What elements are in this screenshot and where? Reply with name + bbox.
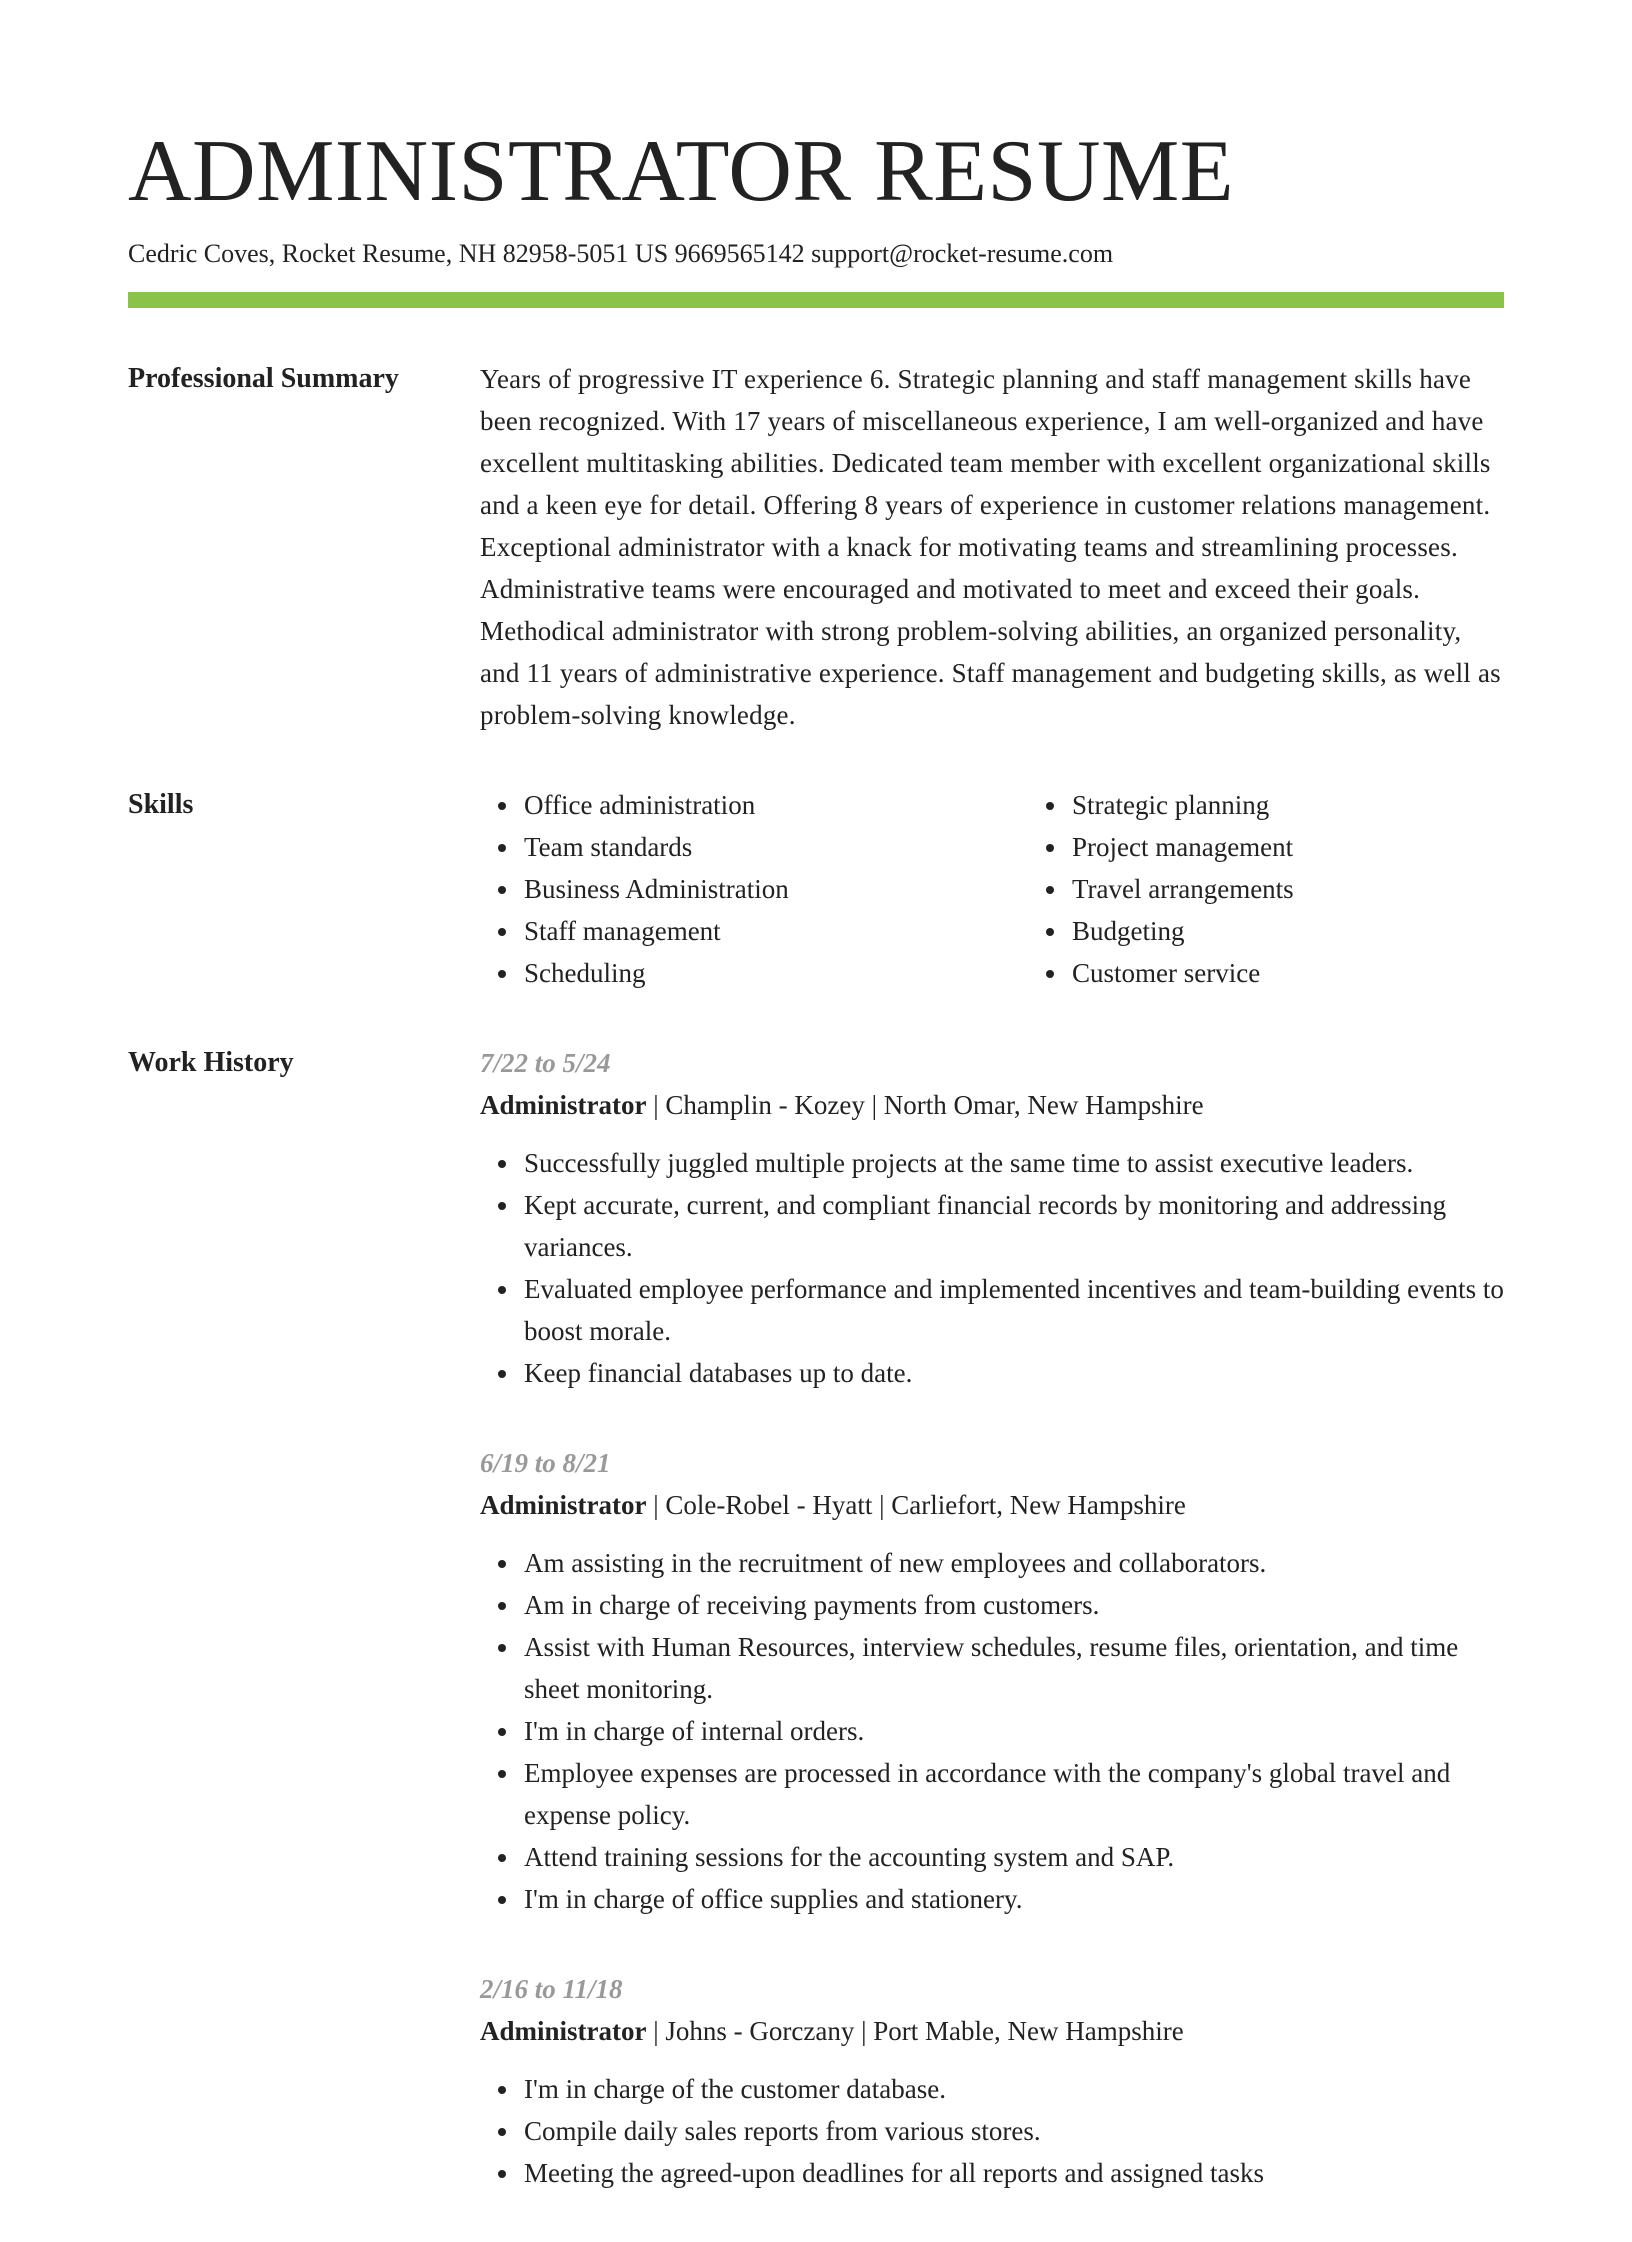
job-bullet: Kept accurate, current, and compliant financial records by monitoring and addressing variances. <box>524 1184 1504 1268</box>
job-entry <box>480 1042 1504 1394</box>
job-heading <box>480 1084 1504 1126</box>
work-history-section <box>128 1042 1504 2242</box>
skills-list-right <box>1028 784 1576 994</box>
skill-item: Office administration <box>524 784 1028 826</box>
skill-item: Strategic planning <box>1072 784 1576 826</box>
job-title: Administrator <box>480 1090 647 1120</box>
job-bullet: Attend training sessions for the accounting system and SAP. <box>524 1836 1504 1878</box>
job-bullet: Employee expenses are processed in accordance with the company's global travel and expense policy. <box>524 1752 1504 1836</box>
job-heading <box>480 1484 1504 1526</box>
job-bullet: Am in charge of receiving payments from customers. <box>524 1584 1504 1626</box>
skill-item: Travel arrangements <box>1072 868 1576 910</box>
section-label-work-history: Work History <box>128 1047 294 1078</box>
job-details: | Johns - Gorczany | Port Mable, New Hampshire <box>646 2016 1184 2046</box>
job-bullets <box>480 1542 1504 1920</box>
skills-list-left <box>480 784 1028 994</box>
header-divider <box>128 292 1504 308</box>
section-label-skills: Skills <box>128 789 194 820</box>
section-label-summary: Professional Summary <box>128 363 399 394</box>
job-bullet: I'm in charge of office supplies and stationery. <box>524 1878 1504 1920</box>
skill-item: Team standards <box>524 826 1028 868</box>
skills-columns <box>480 784 1576 994</box>
job-bullet: Evaluated employee performance and implemented incentives and team-building events to boost morale. <box>524 1268 1504 1352</box>
job-title: Administrator <box>480 1490 647 1520</box>
summary-text: Years of progressive IT experience 6. Strategic planning and staff management skills have been recognized. With 17 years of miscellaneous experience, I am well-organized and have excellent multitasking abilities. Dedicated team member with excellent organizational skills and a keen eye for detail. Offering 8 years of experience in customer relations management. Exceptional administrator with a knack for motivating teams and streamlining processes. Administrative teams were encouraged and motivated to meet and exceed their goals. Methodical administrator with strong problem-solving abilities, an organized personality, and 11 years of administrative experience. Staff management and budgeting skills, as well as problem-solving knowledge. <box>480 364 1501 730</box>
skills-section <box>128 784 1504 994</box>
skill-item: Customer service <box>1072 952 1576 994</box>
job-bullet: Am assisting in the recruitment of new employees and collaborators. <box>524 1542 1504 1584</box>
skills-body <box>480 784 1576 994</box>
job-bullet: Assist with Human Resources, interview schedules, resume files, orientation, and time sheet monitoring. <box>524 1626 1504 1710</box>
job-details: | Cole-Robel - Hyatt | Carliefort, New Hampshire <box>646 1490 1186 1520</box>
job-entry <box>480 1968 1504 2194</box>
job-bullet: Meeting the agreed-upon deadlines for all reports and assigned tasks <box>524 2152 1504 2194</box>
job-bullet: I'm in charge of internal orders. <box>524 1710 1504 1752</box>
contact-line: Cedric Coves, Rocket Resume, NH 82958-5051 US 9669565142 support@rocket-resume.com <box>128 239 1114 268</box>
job-bullet: I'm in charge of the customer database. <box>524 2068 1504 2110</box>
job-bullet: Keep financial databases up to date. <box>524 1352 1504 1394</box>
skill-item: Business Administration <box>524 868 1028 910</box>
job-bullet: Compile daily sales reports from various stores. <box>524 2110 1504 2152</box>
job-entry <box>480 1442 1504 1920</box>
summary-body <box>480 358 1504 736</box>
resume-page <box>128 120 1504 2242</box>
job-bullets <box>480 1142 1504 1394</box>
job-bullets <box>480 2068 1504 2194</box>
job-dates: 6/19 to 8/21 <box>480 1448 611 1478</box>
job-heading <box>480 2010 1504 2052</box>
summary-section <box>128 358 1504 736</box>
skill-item: Scheduling <box>524 952 1028 994</box>
skill-item: Project management <box>1072 826 1576 868</box>
resume-title: ADMINISTRATOR RESUME <box>128 123 1235 220</box>
skill-item: Budgeting <box>1072 910 1576 952</box>
job-bullet: Successfully juggled multiple projects at the same time to assist executive leaders. <box>524 1142 1504 1184</box>
skill-item: Staff management <box>524 910 1028 952</box>
job-dates: 7/22 to 5/24 <box>480 1048 611 1078</box>
job-details: | Champlin - Kozey | North Omar, New Hampshire <box>646 1090 1204 1120</box>
work-history-body <box>480 1042 1504 2242</box>
job-dates: 2/16 to 11/18 <box>480 1974 623 2004</box>
job-title: Administrator <box>480 2016 647 2046</box>
